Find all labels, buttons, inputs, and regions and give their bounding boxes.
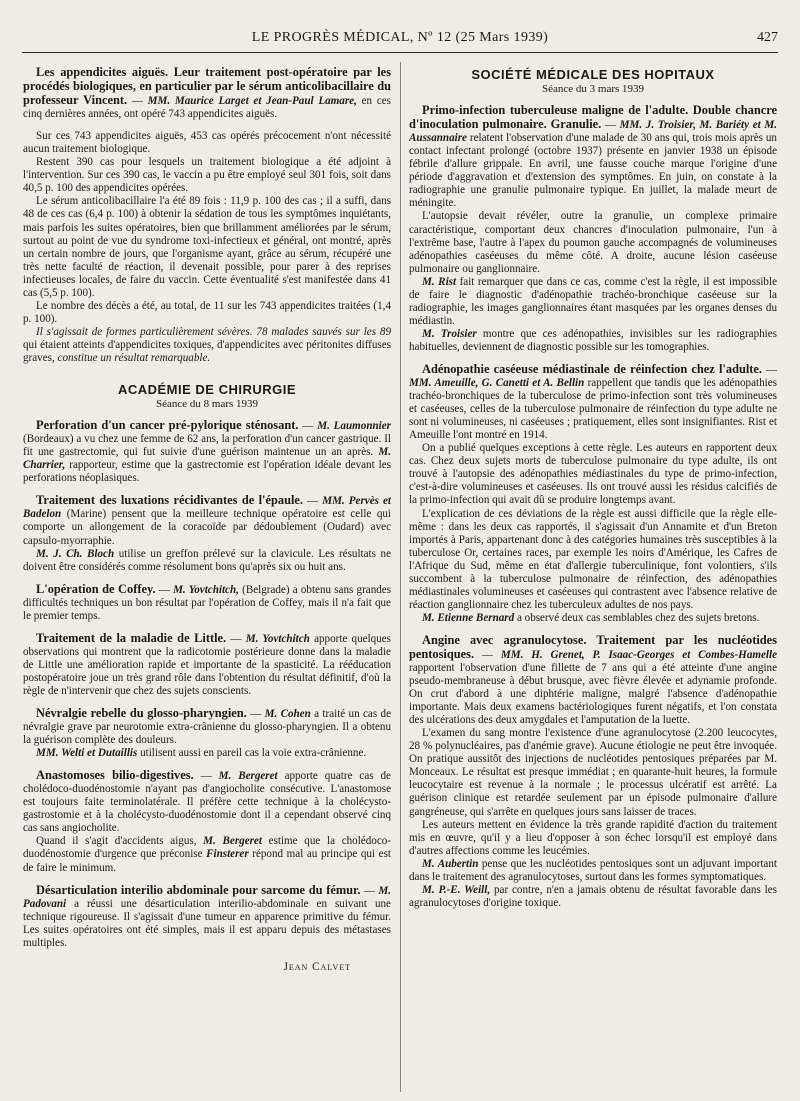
- section-heading: ACADÉMIE DE CHIRURGIE: [117, 382, 297, 398]
- article-text: pense que les nucléotides pentosiques sont un adjuvant important dans le traitement des agranulocytoses, surtout dans les formes symptomatiques.: [409, 857, 777, 883]
- article-text: a réussi une désarticulation interilio-abdominale en suivant une technique rigoureuse. Il s'agissait d'une tumeur en apparence primitive du fémur. Les suites opératoires ont été simples, mais il est apparu depuis des métastases multiples.: [23, 897, 391, 949]
- article: Angine avec agranulocytose. Traitement par les nucléotides pentosiques. — MM. H. Grenet, P. Isaac-Georges et Combes-Hamelle rapportent l'observation d'une fillette de 7 ans qui a été atteinte d'une angine pseudo-membraneuse à début brusque, avec fièvre élevée et adynamie profonde. On crut d'abord à une diphtérie maligne, malgré l'absence d'adénopathie importante. Mais deux examens bactériologiques furent négatifs, et l'on constata des ulcérations des deux amygdales et l'amputation de la luette.: [409, 632, 777, 727]
- paragraph: Le sérum anticolibacillaire l'a été 89 fois : 11,9 p. 100 des cas ; il a suffi, dans 48 de ces cas (6,4 p. 100) à obtenir la sédation de tous les symptômes inquiétants, mais parfois les suites opératoires, bien que brillamment améliorées par le sérum, surtout au point de vue du syndrome toxi-infectieux et général, ont montré, après un certain nombre de jours, que l'organisme ayant, grâce au sérum, récupéré une très nette faculté de réaction, il devenait possible, pour parer à des reprises infectieuses locales, de faire du vaccin. Cette éventualité s'est manifestée dans 41 cas (5,5 p. 100).: [23, 195, 391, 299]
- author: MM. Welti et Dutaillis: [36, 747, 138, 760]
- article-text: estime que la cholédoco-duodénostomie d'urgence que préconise: [23, 835, 391, 861]
- article-text: rapporteur, estime que la gastrectomie est l'opération idéale devant les perforations néoplasiques.: [23, 459, 391, 485]
- article: Anastomoses bilio-digestives. — M. Bergeret apporte quatre cas de cholédoco-duodénostomie n'ayant pas d'angiocholite consécutive. L'anastomose est toujours faite terminolatérale. Il préfère cette technique à la cholécysto-gastrostomie et à la cholécysto-duodénostomie dont il a cependant observé cinq cas sans angiocholite.: [23, 768, 391, 835]
- author: MM. H. Grenet, P. Isaac-Georges et Combes-Hamelle: [500, 648, 777, 661]
- italic-text: constitue un résultat remarquable.: [57, 351, 211, 364]
- article-text: utilisent aussi en pareil cas la voie extra-crânienne.: [140, 747, 367, 760]
- author: MM. Ameuille, G. Canetti et A. Bellin: [409, 377, 585, 390]
- article-title: Traitement des luxations récidivantes de l'épaule.: [36, 493, 304, 508]
- article: Traitement des luxations récidivantes de l'épaule. — MM. Pervès et Badelon (Marine) pensent que la meilleure technique opératoire est celle qui comporte un allongement de la coracoïde par dédoublement (Oudard) avec capsulo-myorraphie.: [23, 493, 391, 547]
- italic-text: Il s'agissait de formes particulièrement sévères. 78 malades sauvés sur les 89: [36, 325, 391, 338]
- left-column: [23, 66, 391, 1096]
- article-title: Désarticulation interilio abdominale pour sarcome du fémur.: [36, 882, 361, 897]
- article-text: répond mal au principe qui est de faire le minimum.: [23, 848, 391, 874]
- paragraph: [409, 276, 777, 328]
- article-title: Angine avec agranulocytose. Traitement par les nucléotides pentosiques.: [409, 632, 777, 661]
- paragraph: L'autopsie devait révéler, outre la granulie, un complexe primaire caractéristique, comportant deux chancres d'inoculation pulmonaire, l'un à l'extrême base, l'autre à l'apex du poumon gauche accompagnés de volumineuses adénopathies caséeuses du même côté. A droite, aucune lésion caséeuse pulmonaire ou ganglionnaire.: [409, 210, 777, 275]
- article-text: montre que ces adénopathies, invisibles sur les radiographies habituelles, deviennent de diagnostic possible sur les tomographies.: [409, 327, 777, 353]
- paragraph: On a publié quelques exceptions à cette règle. Les auteurs en rapportent deux cas. Chez deux sujets morts de tuberculose pulmonaire du type adulte, ils ont trouvé à l'autopsie des adénopathies médiastinales du type de primo-infection, c'est-à-dire volumineuses et caséeuses. Ils ont trouvé aussi les résidus calcifiés de la primo-infection qui avait dû se produire longtemps avant.: [409, 442, 777, 507]
- author: M. Charrier,: [23, 446, 391, 472]
- paragraph: [23, 326, 391, 365]
- author: M. Etienne Bernard: [422, 611, 515, 624]
- paragraph: Le nombre des décès a été, au total, de 11 sur les 743 appendicites traitées (1,4 p. 100).: [23, 299, 391, 325]
- article-text: rapportent l'observation d'une fillette de 7 ans qui a été atteinte d'une angine pseudo-membraneuse à début brusque, avec fièvre élevée et adynamie profonde. On crut d'abord à une diphtérie maligne, malgré l'absence d'adénopathie importante. Mais deux examens bactériologiques furent négatifs, et l'on constata des ulcérations des deux amygdales et l'amputation de la luette.: [409, 662, 777, 727]
- paragraph: [409, 612, 777, 625]
- plain-text: qui étaient atteints d'appendicites toxiques, d'appendicites avec péritonites diffuses graves,: [23, 338, 391, 364]
- paragraph: [409, 884, 777, 910]
- author: MM. J. Troisier, M. Bariéty et M. Aussannaire: [409, 119, 777, 145]
- paragraph: [23, 747, 391, 760]
- article-title: Traitement de la maladie de Little.: [36, 630, 227, 645]
- session-date: Séance du 3 mars 1939: [541, 83, 645, 96]
- author: M. Yovtchitch,: [173, 583, 239, 596]
- article-text: (Bordeaux) a vu chez une femme de 62 ans, la perforation d'un cancer gastrique. Il fit une gastrectomie, qui fut suivie d'une guérison maintenue un an après.: [23, 433, 391, 459]
- article-text: a observé deux cas semblables chez des sujets bretons.: [516, 611, 760, 624]
- article: Perforation d'un cancer pré-pylorique sténosant. — M. Laumonnier (Bordeaux) a vu chez une femme de 62 ans, la perforation d'un cancer gastrique. Il fit une gastrectomie, qui fut suivie d'une guérison maintenue un an après. M. Charrier, rapporteur, estime que la gastrectomie est l'opération idéale devant les perforations néoplasiques.: [23, 418, 391, 485]
- running-header: [22, 30, 778, 53]
- paragraph: [409, 328, 777, 354]
- article-title: Perforation d'un cancer pré-pylorique sténosant.: [36, 418, 299, 433]
- article: Traitement de la maladie de Little. — M. Yovtchitch apporte quelques observations qui montrent que la radicotomie postérieure donne dans la maladie de Little une amélioration rapide et importante de la spasticité. La rééducation postopératoire joue un très grand rôle dans l'obtention du résultat définitif, d'où la règle de n'intervenir que chez des sujets conscients.: [23, 630, 391, 697]
- right-column: [409, 66, 777, 1096]
- paragraph: L'explication de ces déviations de la règle est aussi difficile que la règle elle-même : dans les deux cas rapportés, il s'agissait d'un Annamite et d'un Breton importés à Paris, appartenant donc à des catégories humaines très susceptibles à la tuberculose Or, certaines races, par exemple les noirs d'Amérique, les Cafres de l'Afrique du Sud, même en état d'allergie tuberculinique, font volontiers, s'ils succombent à la tuberculose pulmonaire de réinfection, des adénopathies médiastinales volumineuses et caséeuses qui contrastent avec l'absence relative de réaction ganglionnaire chez les tuberculeux adultes de nos pays.: [409, 507, 777, 611]
- article-text: relatent l'observation d'une malade de 30 ans qui, trois mois après un contact infectant prolongé (octobre 1937) présente en janvier 1938 un épisode fébrile d'allure grippale. En avril, une fausse couche marque l'origine d'une période d'aggravation et d'extension des symptômes. En juin, on constate à la radiographie une granulie pulmonaire typique. En juillet, la malade meurt de méningite.: [409, 132, 777, 210]
- article-title: Adénopathie caséeuse médiastinale de réinfection chez l'adulte.: [422, 361, 763, 376]
- author: M. Bergeret: [218, 770, 278, 783]
- session-date: Séance du 8 mars 1939: [155, 398, 259, 411]
- signature: Jean Calvet: [283, 960, 351, 973]
- article-appendicites: Les appendicites aiguës. Leur traitement post-opératoire par les procédés biologiques, en particulier par le sérum anticolibacillaire du professeur Vincent. — MM. Maurice Larget et Jean-Paul Lamare, en ces cinq dernières années, ont opéré 743 appendicites aiguës.: [23, 66, 391, 121]
- author: M. Troisier: [422, 327, 477, 340]
- article-text: Quand il s'agit d'accidents aigus,: [36, 835, 197, 848]
- author: M. P.-E. Weill,: [422, 883, 491, 896]
- paragraph: [23, 548, 391, 574]
- author: M. Rist: [422, 275, 457, 288]
- article-text: rappellent que tandis que les adénopathies trachéo-bronchiques de la tuberculose de primo-infection sont très volumineuses et caséeuses, celles de la tuberculose pulmonaire de réinfection du type adulte ne sont ni volumineuses, ni caséeuses ; pratiquement, elles sont insignifiantes. Rist et Ameuille l'ont montré en 1914.: [409, 377, 777, 442]
- paragraph: Les auteurs mettent en évidence la très grande rapidité d'action du traitement mis en œuvre, qu'il y a lieu d'opposer à son échec lorsqu'il est employé dans d'autres affections comme les leucémies.: [409, 818, 777, 857]
- article: Primo-infection tuberculeuse maligne de l'adulte. Double chancre d'inoculation pulmonaire. Granulie. — MM. J. Troisier, M. Bariéty et M. Aussannaire relatent l'observation d'une malade de 30 ans qui, trois mois après un contact infectant prolongé (octobre 1937) présente en janvier 1938 un épisode fébrile d'allure grippale. En avril, une fausse couche marque l'origine d'une période d'aggravation et d'extension des symptômes. En juin, on constate à la radiographie une granulie pulmonaire typique. En juillet, la malade meurt de méningite.: [409, 103, 777, 210]
- article: Adénopathie caséeuse médiastinale de réinfection chez l'adulte. — MM. Ameuille, G. Canetti et A. Bellin rappellent que tandis que les adénopathies trachéo-bronchiques de la tuberculose de primo-infection sont très volumineuses et caséeuses, celles de la tuberculose pulmonaire de réinfection du type adulte ne sont ni volumineuses, ni caséeuses ; pratiquement, elles sont insignifiantes. Rist et Ameuille l'ont montré en 1914.: [409, 361, 777, 442]
- paragraph: [409, 858, 777, 884]
- article-text: fait remarquer que dans ce cas, comme c'est la règle, il est impossible de faire le diagnostic d'adénopathie trachéo-bronchique caséeuse sur la radiographie, les images ganglionnaires étant masquées par les organes denses du médiastin.: [409, 275, 777, 327]
- article-text: apporte quatre cas de cholédoco-duodénostomie n'ayant pas d'angiocholite consécutive. L'anastomose est toujours faite terminolatérale. Il préfère cette technique à la cholécysto-gastrostomie et à la cholécysto-duodénostomie dont il a cependant observé cinq cas sans angiocholite.: [23, 770, 391, 835]
- paragraph: [23, 835, 391, 874]
- author: M. Bergeret: [203, 835, 262, 848]
- author: M. Aubertin: [422, 857, 479, 870]
- column-divider: [400, 62, 401, 1092]
- paragraph: Sur ces 743 appendicites aiguës, 453 cas opérés précocement n'ont nécessité aucun traitement biologique.: [23, 130, 391, 156]
- article-title: Les appendicites aiguës. Leur traitement post-opératoire par les procédés biologiques, en particulier par le sérum anticolibacillaire du professeur Vincent.: [23, 66, 391, 108]
- author: M. Cohen: [264, 708, 311, 721]
- paragraph: Restent 390 cas pour lesquels un traitement biologique a été adjoint à l'intervention. Sur ces 390 cas, le vaccin a pu être employé seul 301 fois, soit dans 40,5 p. 100 des appendicites opérées.: [23, 156, 391, 195]
- article-text: par contre, n'en a jamais obtenu de résultat favorable dans les agranulocytoses d'origine toxique.: [409, 883, 777, 909]
- section-heading: SOCIÉTÉ MÉDICALE DES HOPITAUX: [471, 67, 715, 82]
- running-title: LE PROGRÈS MÉDICAL, Nº 12 (25 Mars 1939): [251, 30, 549, 45]
- article-title: Primo-infection tuberculeuse maligne de l'adulte. Double chancre d'inoculation pulmonaire. Granulie.: [409, 103, 777, 132]
- author: M. J. Ch. Bloch: [36, 547, 115, 560]
- paragraph: L'examen du sang montre l'existence d'une agranulocytose (2.200 leucocytes, 28 % polynucléaires, pas d'anémie grave). Aucune étiologie ne peut être invoquée. On pratique aussitôt des injections de nucléotides pentosiques préparées par M. Monceaux. Le résultat est presque immédiat ; en quarante-huit heures, la formule leucocytaire est revenue à la normale ; le processus ulcératif est arrêté. La guérison clinique est retardée seulement par un épisode pulmonaire d'allure gangréneuse, qui s'arrête en quelques jours sans laisser de traces.: [409, 727, 777, 818]
- article: L'opération de Coffey. — M. Yovtchitch, (Belgrade) a obtenu sans grandes difficultés techniques un bon résultat par l'opération de Coffey, mais il n'a fait que le premier temps.: [23, 581, 391, 622]
- article: Désarticulation interilio abdominale pour sarcome du fémur. — M. Padovani a réussi une désarticulation interilio-abdominale en suivant une technique rigoureuse. Il s'agissait d'une tumeur en apparence primitive du fémur. Les suites opératoires ont été simples, mais il est apparu depuis des métastases multiples.: [23, 882, 391, 949]
- author: M. Padovani: [23, 884, 391, 910]
- article-title: L'opération de Coffey.: [36, 581, 156, 596]
- article-title: Névralgie rebelle du glosso-pharyngien.: [36, 706, 247, 721]
- page-number: 427: [757, 30, 778, 45]
- article-text: utilise un greffon prélevé sur la clavicule. Les résultats ne doivent être considérés comme résolument bons qu'après six ou huit ans.: [23, 547, 391, 573]
- article-text: (Marine) pensent que la meilleure technique opératoire est celle qui comporte un allongement de la coracoïde par dédoublement (Oudard) avec capsulo-myorraphie.: [23, 508, 391, 547]
- article-text: a traité un cas de névralgie grave par neurotomie extra-crânienne du glosso-pharyngien. Il a obtenu la guérison complète des douleurs.: [23, 708, 391, 747]
- author: Finsterer: [206, 848, 249, 861]
- article-text: (Belgrade) a obtenu sans grandes difficultés techniques un bon résultat par l'opération de Coffey, mais il n'a fait que le premier temps.: [23, 583, 391, 622]
- article-authors: MM. Maurice Larget et Jean-Paul Lamare,: [147, 95, 357, 108]
- article: Névralgie rebelle du glosso-pharyngien. — M. Cohen a traité un cas de névralgie grave par neurotomie extra-crânienne du glosso-pharyngien. Il a obtenu la guérison complète des douleurs.: [23, 706, 391, 747]
- article-text: en ces cinq dernières années, ont opéré 743 appendicites aiguës.: [23, 95, 391, 121]
- author: MM. Pervès et Badelon: [23, 495, 391, 521]
- article-text: apporte quelques observations qui montrent que la radicotomie postérieure donne dans la maladie de Little une amélioration rapide et importante de la spasticité. La rééducation postopératoire joue un très grand rôle dans l'obtention du résultat définitif, d'où la règle de n'intervenir que chez des sujets conscients.: [23, 632, 391, 697]
- author: M. Yovtchitch: [245, 632, 310, 645]
- author: M. Laumonnier: [317, 420, 391, 433]
- article-title: Anastomoses bilio-digestives.: [36, 768, 194, 783]
